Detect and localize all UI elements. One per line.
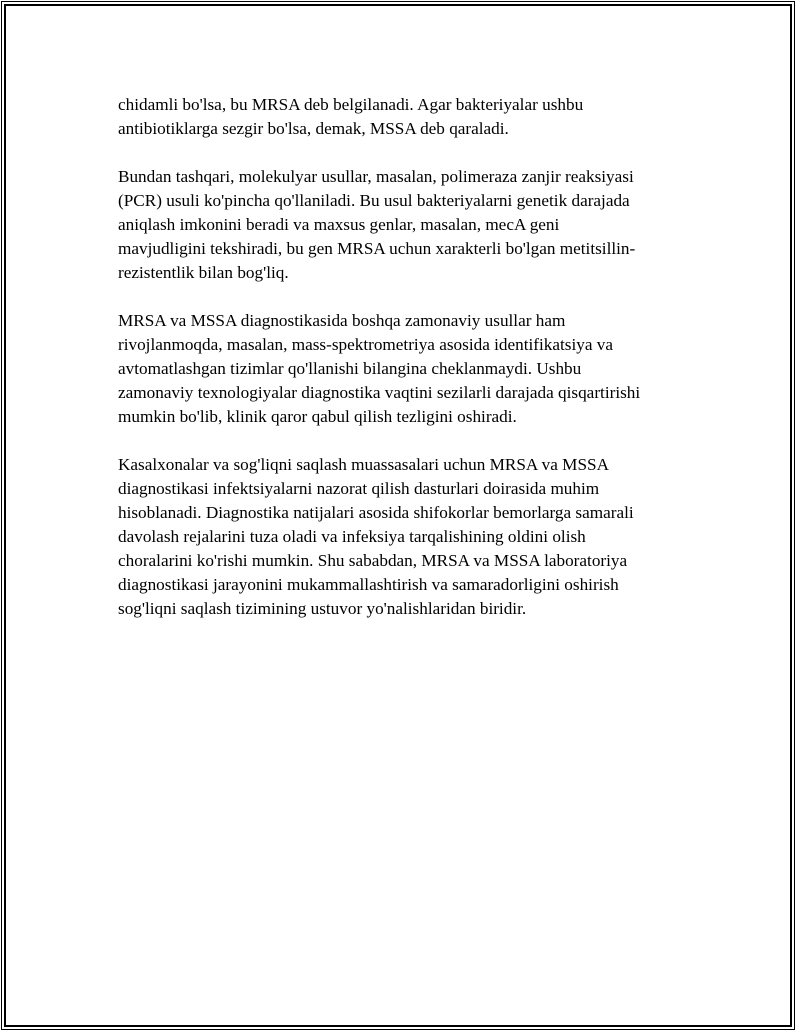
text-line: antibiotiklarga sezgir bo'lsa, demak, MSSA deb qaraladi. [118,119,509,138]
text-line: avtomatlashgan tizimlar qo'llanishi bilangina cheklanmaydi. Ushbu [118,359,582,378]
text-line: rezistentlik bilan bog'liq. [118,263,289,282]
text-line: aniqlash imkonini beradi va maxsus genlar, masalan, mecA geni [118,215,560,234]
text-line: sog'liqni saqlash tizimining ustuvor yo'nalishlaridan biridir. [118,599,527,618]
text-line: chidamli bo'lsa, bu MRSA deb belgilanadi. Agar bakteriyalar ushbu [118,95,584,114]
text-line: Bundan tashqari, molekulyar usullar, masalan, polimeraza zanjir reaksiyasi [118,167,634,186]
text-line: hisoblanadi. Diagnostika natijalari asosida shifokorlar bemorlarga samarali [118,503,634,522]
text-line: Kasalxonalar va sog'liqni saqlash muassasalari uchun MRSA va MSSA [118,455,609,474]
text-line: davolash rejalarini tuza oladi va infeksiya tarqalishining oldini olish [118,527,586,546]
paragraph-1 [118,93,693,141]
text-line: mumkin bo'lib, klinik qaror qabul qilish tezligini oshiradi. [118,407,517,426]
paragraph-4 [118,453,693,621]
text-line: choralarini ko'rishi mumkin. Shu sababdan, MRSA va MSSA laboratoriya [118,551,628,570]
paragraph-2 [118,165,693,285]
text-line: mavjudligini tekshiradi, bu gen MRSA uchun xarakterli bo'lgan metitsillin- [118,239,636,258]
text-line: diagnostikasi infektsiyalarni nazorat qilish dasturlari doirasida muhim [118,479,600,498]
text-line: (PCR) usuli ko'pincha qo'llaniladi. Bu usul bakteriyalarni genetik darajada [118,191,630,210]
text-line: rivojlanmoqda, masalan, mass-spektrometriya asosida identifikatsiya va [118,335,613,354]
text-line: zamonaviy texnologiyalar diagnostika vaqtini sezilarli darajada qisqartirishi [118,383,641,402]
document-body [118,93,693,645]
text-line: MRSA va MSSA diagnostikasida boshqa zamonaviy usullar ham [118,311,566,330]
paragraph-3 [118,309,693,429]
text-line: diagnostikasi jarayonini mukammallashtirish va samaradorligini oshirish [118,575,619,594]
